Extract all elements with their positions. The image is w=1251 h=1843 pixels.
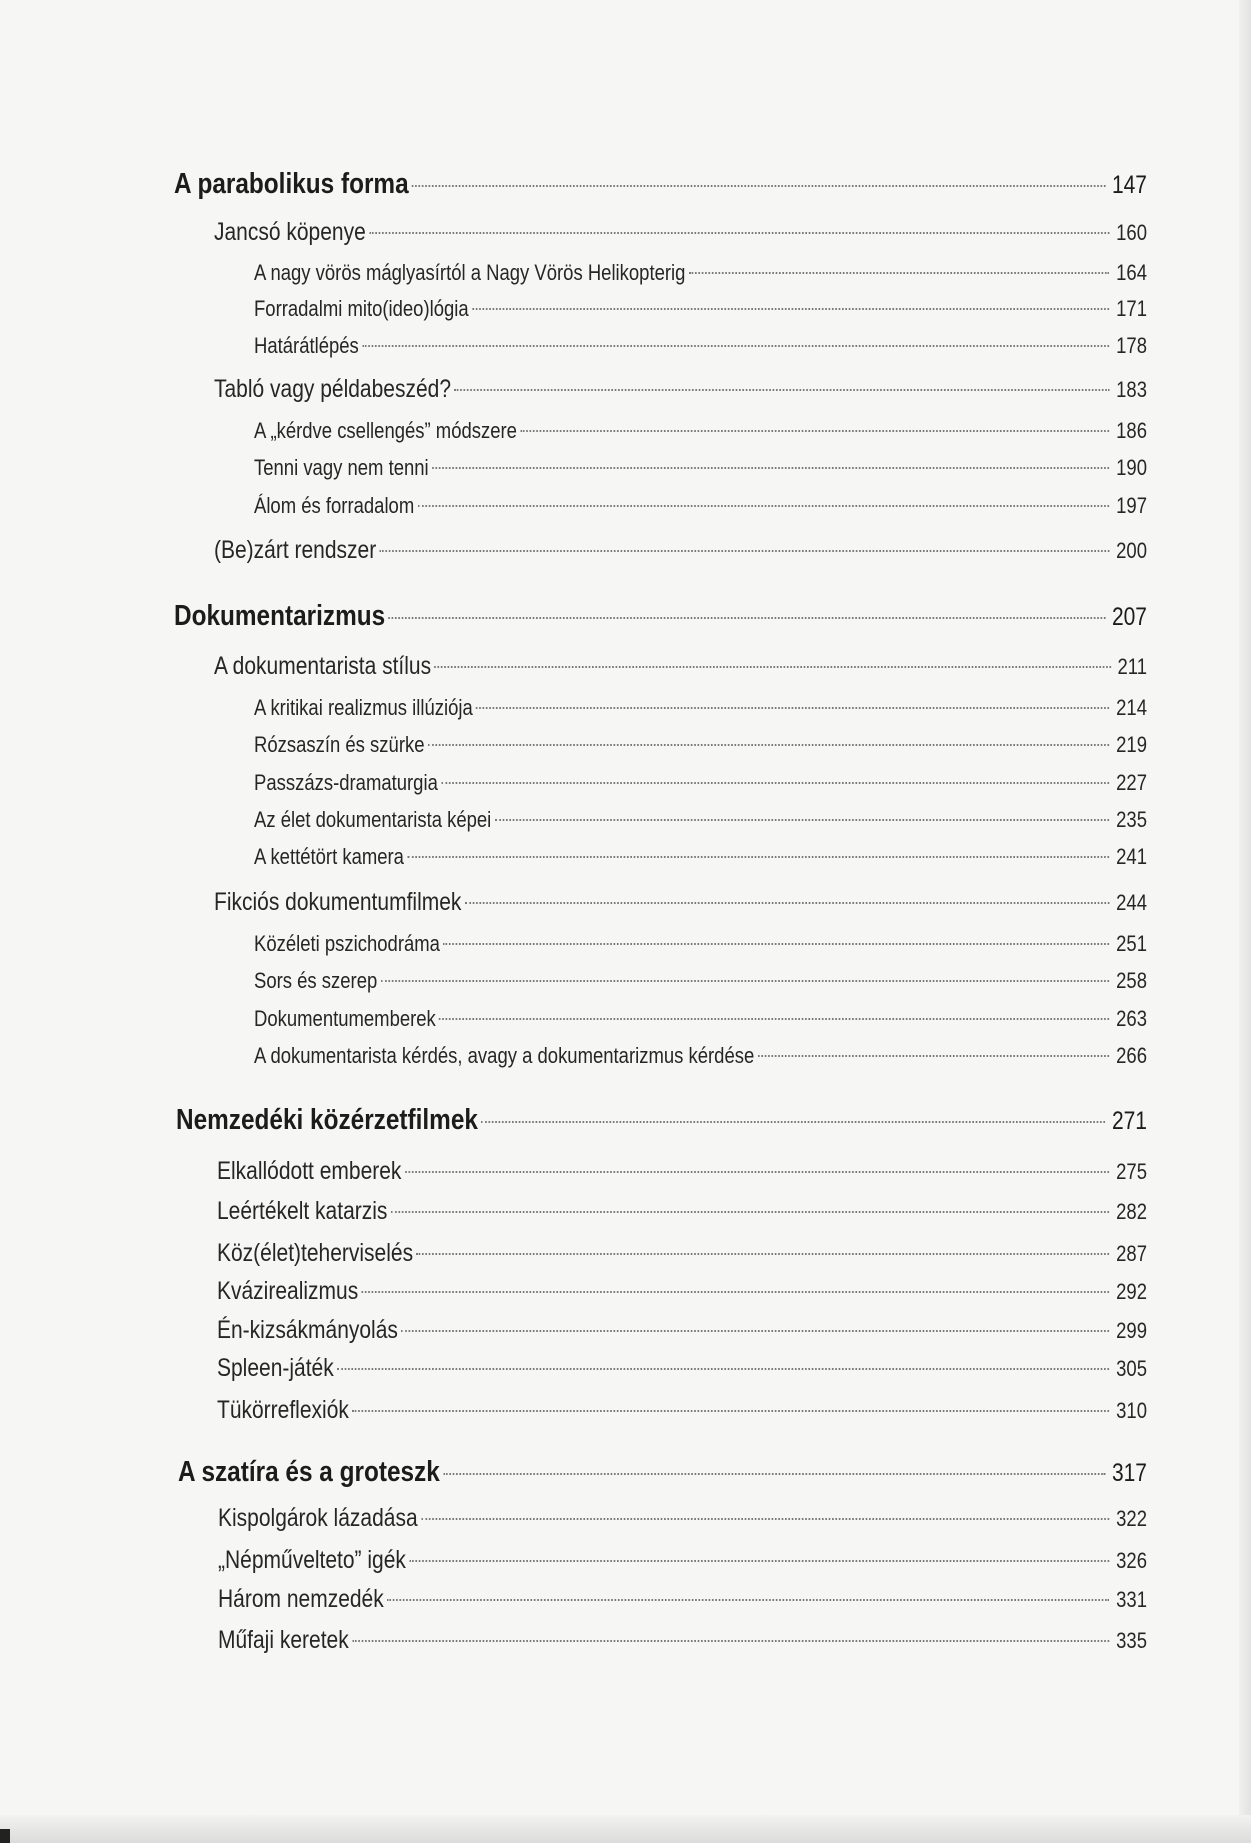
toc-entry-label: A dokumentarista stílus [214, 652, 432, 680]
toc-entry-label: Álom és forradalom [254, 493, 415, 518]
dot-leader [416, 1253, 1109, 1255]
toc-subsection[interactable] [254, 260, 1147, 286]
toc-section[interactable] [218, 1626, 1147, 1655]
dot-leader [362, 1291, 1110, 1293]
toc-page-number: 200 [1116, 538, 1147, 563]
toc-section[interactable] [217, 1277, 1147, 1306]
toc-entry-label: Spleen-játék [217, 1354, 334, 1382]
toc-page-number: 190 [1116, 455, 1147, 480]
toc-page-number: 207 [1111, 603, 1147, 631]
toc-section[interactable] [214, 375, 1147, 404]
page-bottom-edge-shadow [0, 1815, 1251, 1843]
toc-page-number: 282 [1116, 1199, 1147, 1224]
toc-page-number: 287 [1116, 1241, 1147, 1266]
dot-leader [472, 308, 1109, 310]
toc-subsection[interactable] [254, 418, 1147, 444]
toc-subsection[interactable] [254, 968, 1147, 994]
toc-section[interactable] [214, 536, 1147, 565]
toc-page-number: 326 [1116, 1548, 1147, 1573]
toc-entry-label: Sors és szerep [254, 968, 378, 993]
toc-entry-label: Nemzedéki közérzetfilmek [176, 1104, 478, 1136]
toc-page-number: 227 [1116, 770, 1147, 795]
toc-page-number: 317 [1111, 1459, 1147, 1487]
toc-entry-label: Jancsó köpenye [214, 218, 366, 246]
toc-subsection[interactable] [254, 732, 1147, 758]
dot-leader [454, 389, 1109, 391]
toc-entry-label: Elkallódott emberek [217, 1157, 402, 1185]
toc-entry-label: Tenni vagy nem tenni [254, 455, 429, 480]
toc-section[interactable] [217, 1316, 1147, 1345]
toc-page-number: 235 [1116, 807, 1147, 832]
toc-subsection[interactable] [254, 493, 1147, 519]
toc-subsection[interactable] [254, 1006, 1147, 1032]
toc-page-number: 244 [1116, 890, 1147, 915]
toc-section[interactable] [218, 1585, 1147, 1614]
toc-page-number: 197 [1116, 493, 1147, 518]
dot-leader [369, 232, 1109, 234]
toc-section[interactable] [217, 1396, 1147, 1425]
toc-section[interactable] [214, 888, 1147, 917]
toc-entry-label: Köz(élet)teherviselés [217, 1239, 414, 1267]
page-right-edge-shadow [1239, 0, 1251, 1843]
dot-leader [380, 550, 1110, 552]
toc-subsection[interactable] [254, 807, 1147, 833]
dot-leader [421, 1518, 1109, 1520]
dot-leader [476, 707, 1109, 709]
toc-page-number: 331 [1116, 1587, 1147, 1612]
toc-page-number: 305 [1116, 1356, 1147, 1381]
toc-page-number: 171 [1116, 296, 1147, 321]
toc-entry-label: A kritikai realizmus illúziója [254, 695, 473, 720]
dot-leader [495, 819, 1110, 821]
toc-entry-label: Tabló vagy példabeszéd? [214, 375, 452, 403]
toc-entry-label: Passzázs-dramaturgia [254, 770, 438, 795]
toc-entry-label: „Népművelteto” igék [218, 1546, 406, 1574]
toc-entry-label: A nagy vörös máglyasírtól a Nagy Vörös Helikopterig [254, 260, 686, 285]
toc-page-number: 292 [1116, 1279, 1147, 1304]
toc-subsection[interactable] [254, 844, 1147, 870]
dot-leader [405, 1171, 1110, 1173]
dot-leader [381, 980, 1110, 982]
toc-section[interactable] [217, 1239, 1147, 1268]
dot-leader [337, 1368, 1109, 1370]
dot-leader [689, 272, 1110, 274]
dot-leader [412, 185, 1105, 187]
dot-leader [387, 1599, 1109, 1601]
toc-page-number: 271 [1111, 1107, 1147, 1135]
dot-leader [443, 943, 1109, 945]
toc-page-number: 258 [1116, 968, 1147, 993]
toc-page-number: 263 [1116, 1006, 1147, 1031]
toc-page-number: 219 [1116, 732, 1147, 757]
toc-page-number: 275 [1116, 1159, 1147, 1184]
toc-entry-label: Műfaji keretek [218, 1626, 349, 1654]
toc-page-number: 147 [1111, 171, 1147, 199]
toc-entry-label: Kvázirealizmus [217, 1277, 359, 1305]
toc-page-number: 310 [1116, 1398, 1147, 1423]
toc-page-number: 160 [1116, 220, 1147, 245]
toc-subsection[interactable] [254, 333, 1147, 359]
toc-subsection[interactable] [254, 770, 1147, 796]
toc-entry-label: Kispolgárok lázadása [218, 1504, 418, 1532]
toc-entry-label: Tükörreflexiók [217, 1396, 349, 1424]
toc-chapter[interactable] [174, 168, 1147, 201]
toc-section[interactable] [217, 1197, 1147, 1226]
toc-entry-label: Közéleti pszichodráma [254, 931, 440, 956]
dot-leader [352, 1640, 1109, 1642]
toc-section[interactable] [218, 1546, 1147, 1575]
dot-leader [409, 1560, 1109, 1562]
dot-leader [389, 617, 1106, 619]
toc-page-number: 322 [1116, 1506, 1147, 1531]
toc-entry-label: Fikciós dokumentumfilmek [214, 888, 462, 916]
toc-chapter[interactable] [176, 1104, 1147, 1137]
toc-page-number: 251 [1116, 931, 1147, 956]
toc-entry-label: Dokumentumemberek [254, 1006, 436, 1031]
dot-leader [401, 1330, 1109, 1332]
dot-leader [434, 666, 1110, 668]
toc-page-number: 164 [1116, 260, 1147, 285]
toc-subsection[interactable] [254, 296, 1147, 322]
toc-section[interactable] [214, 218, 1147, 247]
toc-page-number: 186 [1116, 418, 1147, 443]
toc-section[interactable] [217, 1354, 1147, 1383]
toc-entry-label: A „kérdve csellengés” módszere [254, 418, 517, 443]
dot-leader [432, 467, 1109, 469]
toc-page-number: 335 [1116, 1628, 1147, 1653]
toc-page-number: 214 [1116, 695, 1147, 720]
toc-entry-label: Én-kizsákmányolás [217, 1316, 398, 1344]
toc-entry-label: Rózsaszín és szürke [254, 732, 425, 757]
dot-leader [352, 1410, 1109, 1412]
toc-chapter[interactable] [178, 1456, 1147, 1489]
toc-chapter[interactable] [174, 600, 1147, 633]
dot-leader [520, 430, 1109, 432]
toc-entry-label: Leértékelt katarzis [217, 1197, 388, 1225]
toc-page-number: 241 [1116, 844, 1147, 869]
toc-entry-label: Dokumentarizmus [174, 600, 386, 632]
toc-entry-label: Az élet dokumentarista képei [254, 807, 492, 832]
dot-leader [407, 856, 1109, 858]
toc-entry-label: A kettétört kamera [254, 844, 404, 869]
toc-subsection[interactable] [254, 695, 1147, 721]
dot-leader [441, 782, 1109, 784]
toc-page-number: 211 [1117, 654, 1147, 679]
toc-entry-label: A dokumentarista kérdés, avagy a dokumentarizmus kérdése [254, 1043, 755, 1068]
toc-entry-label: A parabolikus forma [174, 168, 409, 200]
toc-subsection[interactable] [254, 455, 1147, 481]
toc-entry-label: Határátlépés [254, 333, 359, 358]
toc-subsection[interactable] [254, 931, 1147, 957]
dot-leader [428, 744, 1110, 746]
dot-leader [443, 1473, 1105, 1475]
toc-section[interactable] [214, 652, 1147, 681]
toc-entry-label: Három nemzedék [218, 1585, 384, 1613]
toc-section[interactable] [217, 1157, 1147, 1186]
dot-leader [439, 1018, 1109, 1020]
toc-subsection[interactable] [254, 1043, 1147, 1069]
toc-section[interactable] [218, 1504, 1147, 1533]
dot-leader [481, 1121, 1105, 1123]
toc-page-number: 183 [1116, 377, 1147, 402]
dot-leader [418, 505, 1110, 507]
toc-page-number: 178 [1116, 333, 1147, 358]
dot-leader [758, 1055, 1110, 1057]
toc-page-number: 266 [1116, 1043, 1147, 1068]
scan-corner-mark [0, 1829, 10, 1843]
toc-entry-label: Forradalmi mito(ideo)lógia [254, 296, 469, 321]
toc-entry-label: A szatíra és a groteszk [178, 1456, 440, 1488]
toc-entry-label: (Be)zárt rendszer [214, 536, 377, 564]
dot-leader [362, 345, 1109, 347]
dot-leader [391, 1211, 1110, 1213]
dot-leader [465, 902, 1110, 904]
toc-page-number: 299 [1116, 1318, 1147, 1343]
